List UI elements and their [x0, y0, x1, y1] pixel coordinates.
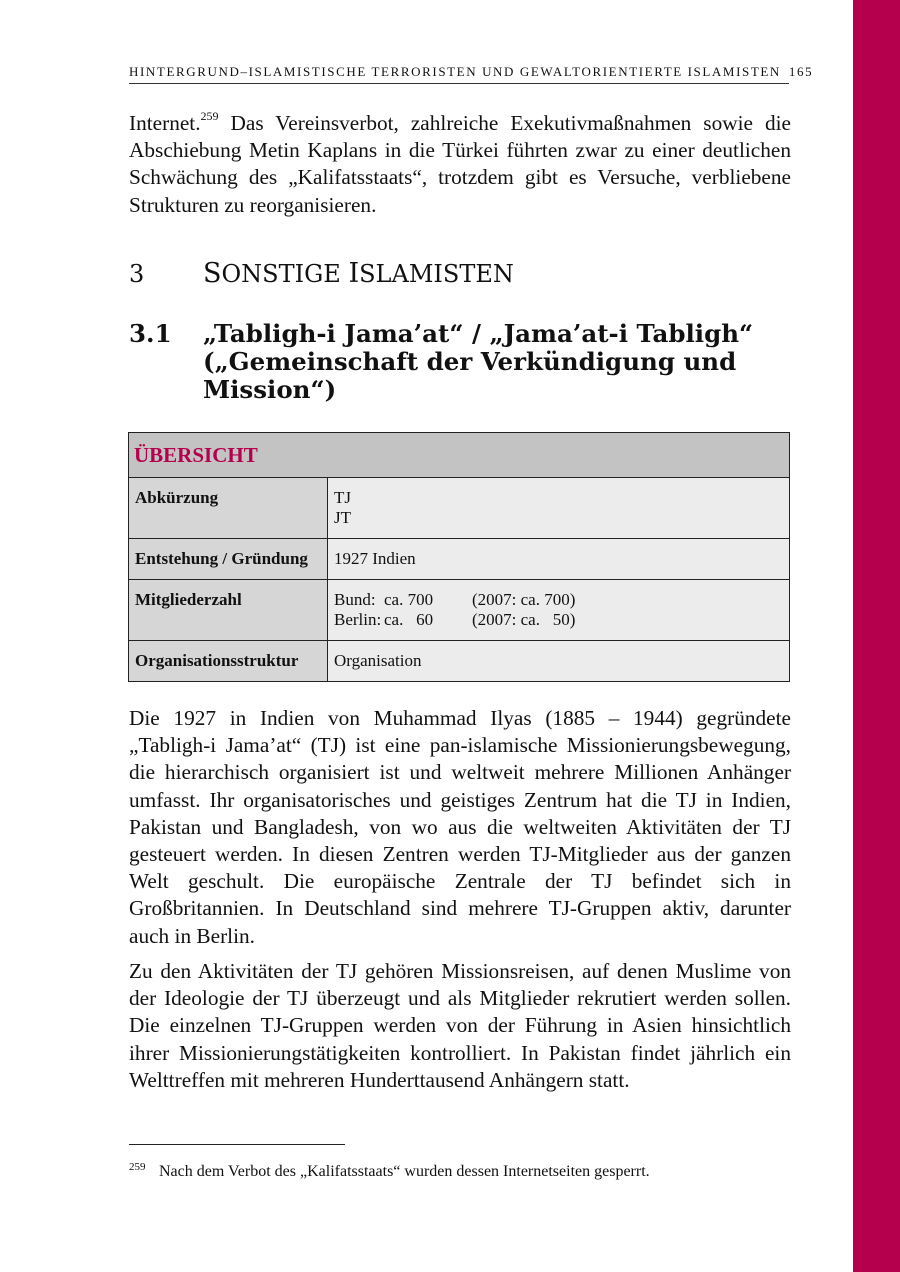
paragraph-activities: Zu den Aktivitäten der TJ gehören Missionsreisen, auf denen Muslime von der Ideologie der TJ überzeugt und als Mitglieder rekrutiert werden sollen. Die einzelnen TJ-Gruppen werden von der Führung in Asien hinsichtlich ihrer Missionierungstätigkeiten kontrolliert. In Pakistan findet jährlich ein Welttreffen mit mehreren Hunderttausend Anhängern statt.: [129, 959, 791, 1092]
member-count: ca. 700: [384, 590, 434, 609]
member-previous: (2007: ca. 700): [472, 590, 576, 609]
subsection-title: „Tabligh-i Jama’at“ / „Jama’at-i Tabligh“ („Gemeinschaft der Verkündigung und Mission“): [203, 319, 754, 404]
member-previous: (2007: ca. 50): [472, 610, 576, 629]
footnote-text: Nach dem Verbot des „Kalifatsstaats“ wurden dessen Internetseiten gesperrt.: [159, 1163, 650, 1180]
row-label-members: Mitgliederzahl: [129, 580, 328, 641]
section-title-part2: SLAMISTEN: [359, 260, 514, 288]
table-row: [129, 478, 790, 539]
section-heading: [129, 258, 514, 290]
paragraph-description: Die 1927 in Indien von Muhammad Ilyas (1885 – 1944) gegründete „Tabligh-i Jama’at“ (TJ) ist eine pan-islamische Missionierungsbewegung, die hierarchisch organisiert ist und weltweit mehrere Millionen Anhänger umfasst. Ihr organisatorisches und geistiges Zentrum hat die TJ in Indien, Pakistan und Bangladesh, von wo aus die weltweiten Aktivitäten der TJ gesteuert werden. In diesen Zentren werden TJ-Mitglieder aus der ganzen Welt geschult. Die europäische Zentrale der TJ befindet sich in Großbritannien. In Deutschland sind mehrere TJ-Gruppen aktiv, darunter auch in Berlin.: [129, 706, 791, 948]
row-value-abbreviation: [328, 478, 790, 539]
footnote-reference[interactable]: 259: [200, 109, 219, 123]
overview-table: [128, 432, 790, 682]
paragraph-intro-rest: Das Vereinsverbot, zahlreiche Exekutivmaßnahmen sowie die Abschiebung Metin Kaplans in die Türkei führten zwar zu einer deutlichen Schwächung des „Kalifatsstaats“, trotzdem gibt es Versuche, verbliebene Strukturen zu reorganisieren.: [129, 111, 791, 217]
row-value-structure: Organisation: [328, 641, 790, 682]
members-line-bund: [334, 590, 783, 610]
row-label-abbreviation: Abkürzung: [129, 478, 328, 539]
footnote: $^{259}$ Nach dem Verbot des „Kalifatsstaats“ wurden dessen Internetseiten gesperrt.: [129, 1161, 650, 1180]
footnote-divider: [129, 1144, 345, 1145]
section-number: 3: [129, 260, 145, 288]
abbreviation-line: JT: [334, 508, 351, 527]
row-value-members: [328, 580, 790, 641]
header-title: HINTERGRUND–ISLAMISTISCHE TERRORISTEN UND GEWALTORIENTIERTE ISLAMISTEN: [129, 64, 781, 79]
row-value-founding: 1927 Indien: [328, 539, 790, 580]
page-number: 165: [788, 64, 814, 79]
member-place: Bund:: [334, 590, 376, 609]
subsection-number: 3.1: [129, 319, 172, 348]
paragraph-intro: [129, 110, 791, 219]
overview-heading: ÜBERSICHT: [129, 433, 790, 478]
section-title-part1: ONSTIGE: [221, 260, 349, 288]
row-label-structure: Organisationsstruktur: [129, 641, 328, 682]
paragraph-intro-start: Internet.: [129, 111, 201, 135]
section-title-cap1: S: [203, 258, 222, 289]
member-count: ca. 60: [384, 610, 434, 629]
running-header: [129, 64, 814, 84]
table-row: [129, 580, 790, 641]
member-place: Berlin:: [334, 610, 382, 629]
members-line-berlin: [334, 610, 783, 630]
table-row: [129, 539, 790, 580]
section-title-cap2: I: [348, 258, 360, 289]
table-row: [129, 641, 790, 682]
abbreviation-line: TJ: [334, 488, 351, 507]
side-color-bar: [853, 0, 900, 1272]
row-label-founding: Entstehung / Gründung: [129, 539, 328, 580]
